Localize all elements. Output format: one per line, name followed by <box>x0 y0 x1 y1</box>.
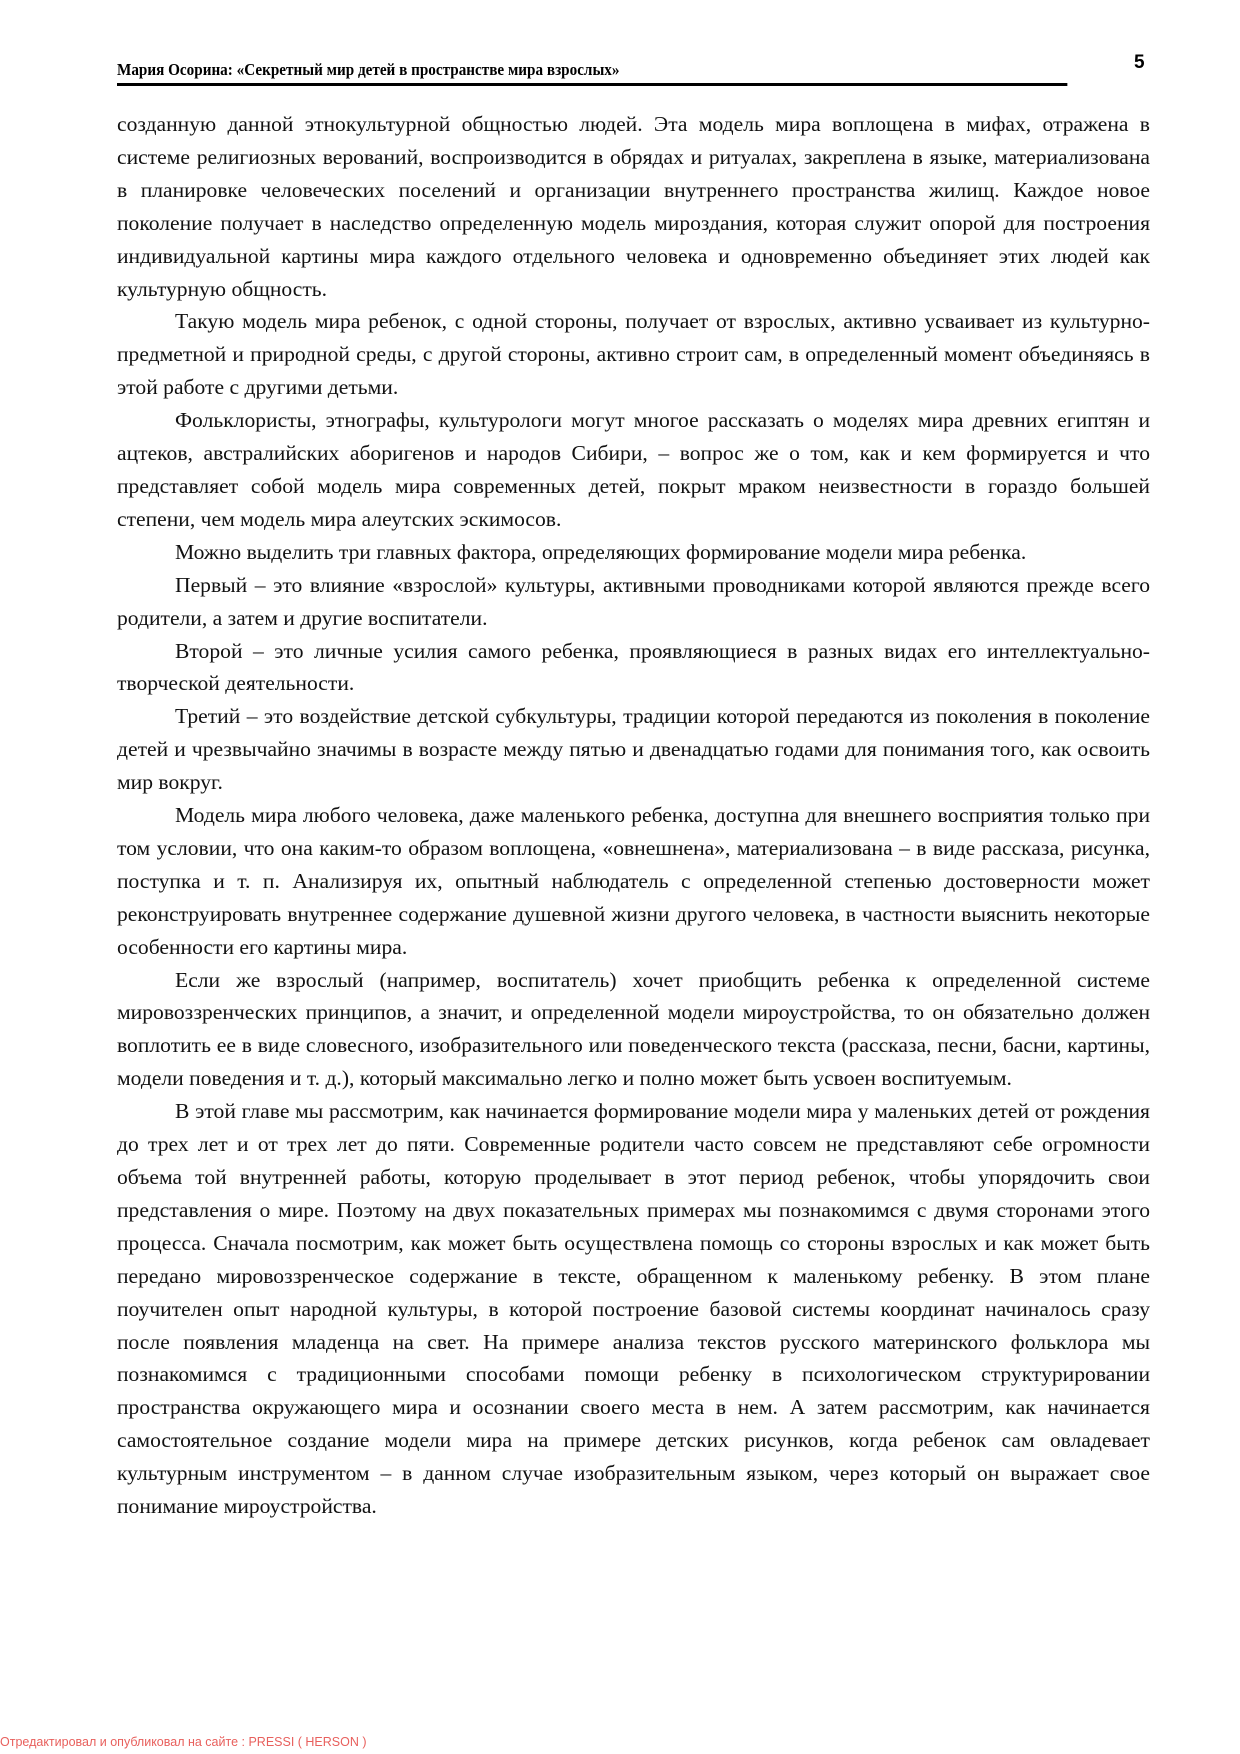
paragraph: Фольклористы, этнографы, культурологи могут многое рассказать о моделях мира древних египтян и ацтеков, австралийских аборигенов и народов Сибири, – вопрос же о том, как и кем формируется и что представляет собой модель мира современных детей, покрыт мраком неизвестности в гораздо большей степени, чем модель мира алеутских эскимосов. <box>117 408 1150 531</box>
paragraph: Третий – это воздействие детской субкультуры, традиции которой передаются из поколения в поколение детей и чрезвычайно значимы в возрасте между пятью и двенадцатью годами для понимания того, как освоить мир вокруг. <box>117 704 1150 795</box>
running-title: Мария Осорина: «Секретный мир детей в пространстве мира взрослых» <box>117 60 620 79</box>
page-number: 5 <box>1134 52 1145 73</box>
paragraph: Модель мира любого человека, даже маленького ребенка, доступна для внешнего восприятия только при том условии, что она каким-то образом воплощена, «овнешнена», материализована – в виде рассказа, рисунка, поступка и т. п. Анализируя их, опытный наблюдатель с определенной степенью достоверности может реконструировать внутреннее содержание душевной жизни другого человека, в частности выяснить некоторые особенности его картины мира. <box>117 803 1150 959</box>
paragraph: созданную данной этнокультурной общностью людей. Эта модель мира воплощена в мифах, отражена в системе религиозных верований, воспроизводится в обрядах и ритуалах, закреплена в языке, материализована в планировке человеческих поселений и организации внутреннего пространства жилищ. Каждое новое поколение получает в наследство определенную модель мироздания, которая служит опорой для построения индивидуальной картины мира каждого отдельного человека и одновременно объединяет этих людей как культурную общность. <box>117 112 1150 301</box>
paragraph: Можно выделить три главных фактора, определяющих формирование модели мира ребенка. <box>175 539 1027 564</box>
paragraph: В этой главе мы рассмотрим, как начинается формирование модели мира у маленьких детей от рождения до трех лет и от трех лет до пяти. Современные родители часто совсем не представляют себе огромности объема той внутренней работы, которую проделывает в этот период ребенок, чтобы упорядочить свои представления о мире. Поэтому на двух показательных примерах мы познакомимся с двумя сторонами этого процесса. Сначала посмотрим, как может быть осуществлена помощь со стороны взрослых и как может быть передано мировоззренческое содержание в тексте, обращенном к маленькому ребенку. В этом плане поучителен опыт народной культуры, в которой построение базовой системы координат начиналось сразу после появления младенца на свет. На примере анализа текстов русского материнского фольклора мы познакомимся с традиционными способами помощи ребенку в психологическом структурировании пространства окружающего мира и осознании своего места в нем. А затем рассмотрим, как начинается самостоятельное создание модели мира на примере детских рисунков, когда ребенок сам овладевает культурным инструментом – в данном случае изобразительным языком, через который он выражает свое понимание мироустройства. <box>117 1099 1150 1519</box>
paragraph: Такую модель мира ребенок, с одной стороны, получает от взрослых, активно усваивает из культурно-предметной и природной среды, с другой стороны, активно строит сам, в определенный момент объединяясь в этой работе с другими детьми. <box>117 309 1150 400</box>
body-text <box>117 108 1150 1523</box>
running-header <box>117 55 1067 86</box>
footer-credit: Отредактировал и опубликовал на сайте : PRESSI ( HERSON ) <box>0 1735 367 1749</box>
paragraph: Второй – это личные усилия самого ребенка, проявляющиеся в разных видах его интеллектуально-творческой деятельности. <box>117 638 1150 696</box>
paragraph: Первый – это влияние «взрослой» культуры, активными проводниками которой являются прежде всего родители, а затем и другие воспитатели. <box>117 572 1150 630</box>
paragraph: Если же взрослый (например, воспитатель) хочет приобщить ребенка к определенной системе мировоззренческих принципов, а значит, и определенной модели мироустройства, то он обязательно должен воплотить ее в виде словесного, изобразительного или поведенческого текста (рассказа, песни, басни, картины, модели поведения и т. д.), который максимально легко и полно может быть усвоен воспитуемым. <box>117 967 1150 1091</box>
